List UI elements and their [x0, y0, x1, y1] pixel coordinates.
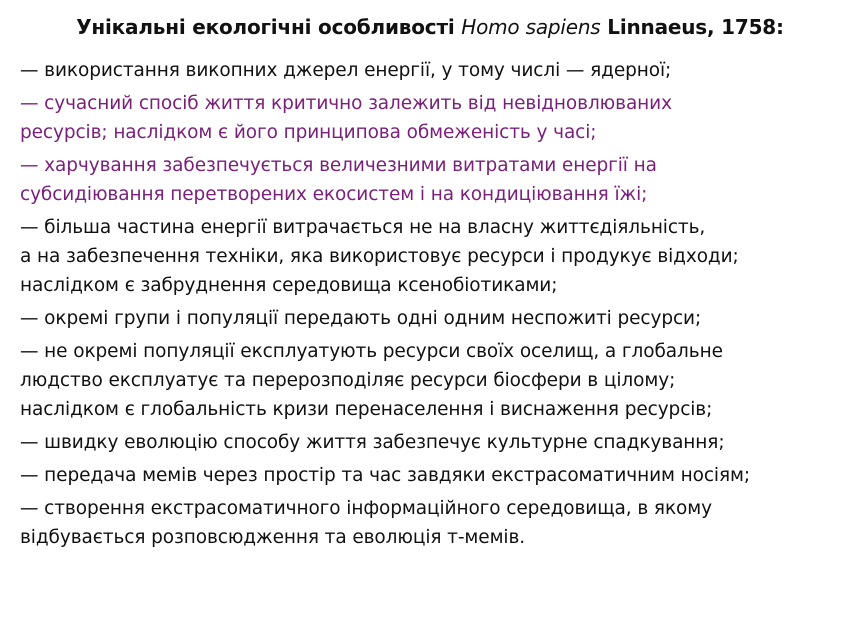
list-item: — передача мемів через простір та час завдяки екстрасоматичним носіям; [20, 465, 750, 486]
title-suffix: Linnaeus, 1758: [600, 15, 784, 39]
title-prefix: Унікальні екологічні особливості [76, 15, 462, 39]
feature-list [20, 56, 850, 556]
list-item: — окремі групи і популяції передають одні одним неспожиті ресурси; [20, 308, 702, 329]
list-item: — сучасний спосіб життя критично залежить від невідновлюваних ресурсів; наслідком є його принципова обмеженість у часі; [20, 93, 672, 143]
list-item: — використання викопних джерел енергії, у тому числі — ядерної; [20, 60, 672, 81]
list-item: — харчування забезпечується величезними витратами енергії на субсидіювання перетворених екосистем і на кондиціювання їжі; [20, 155, 657, 205]
slide-title [0, 12, 860, 42]
list-item: — не окремі популяції експлуатують ресурси своїх оселищ, а глобальне людство експлуатує та перерозподіляє ресурси біосфери в цілому; наслідком є глобальність кризи перенаселення і виснаження ресурсів; [20, 341, 723, 420]
list-item: — більша частина енергії витрачається не на власну життєдіяльність, а на забезпечення техніки, яка використовує ресурси і продукує відходи; наслідком є забруднення середовища ксенобіотиками; [20, 217, 739, 296]
title-species: Homo sapiens [461, 15, 601, 39]
list-item: — швидку еволюцію способу життя забезпечує культурне спадкування; [20, 432, 725, 453]
list-item: — створення екстрасоматичного інформаційного середовища, в якому відбувається розповсюдження та еволюція т-мемів. [20, 498, 712, 548]
